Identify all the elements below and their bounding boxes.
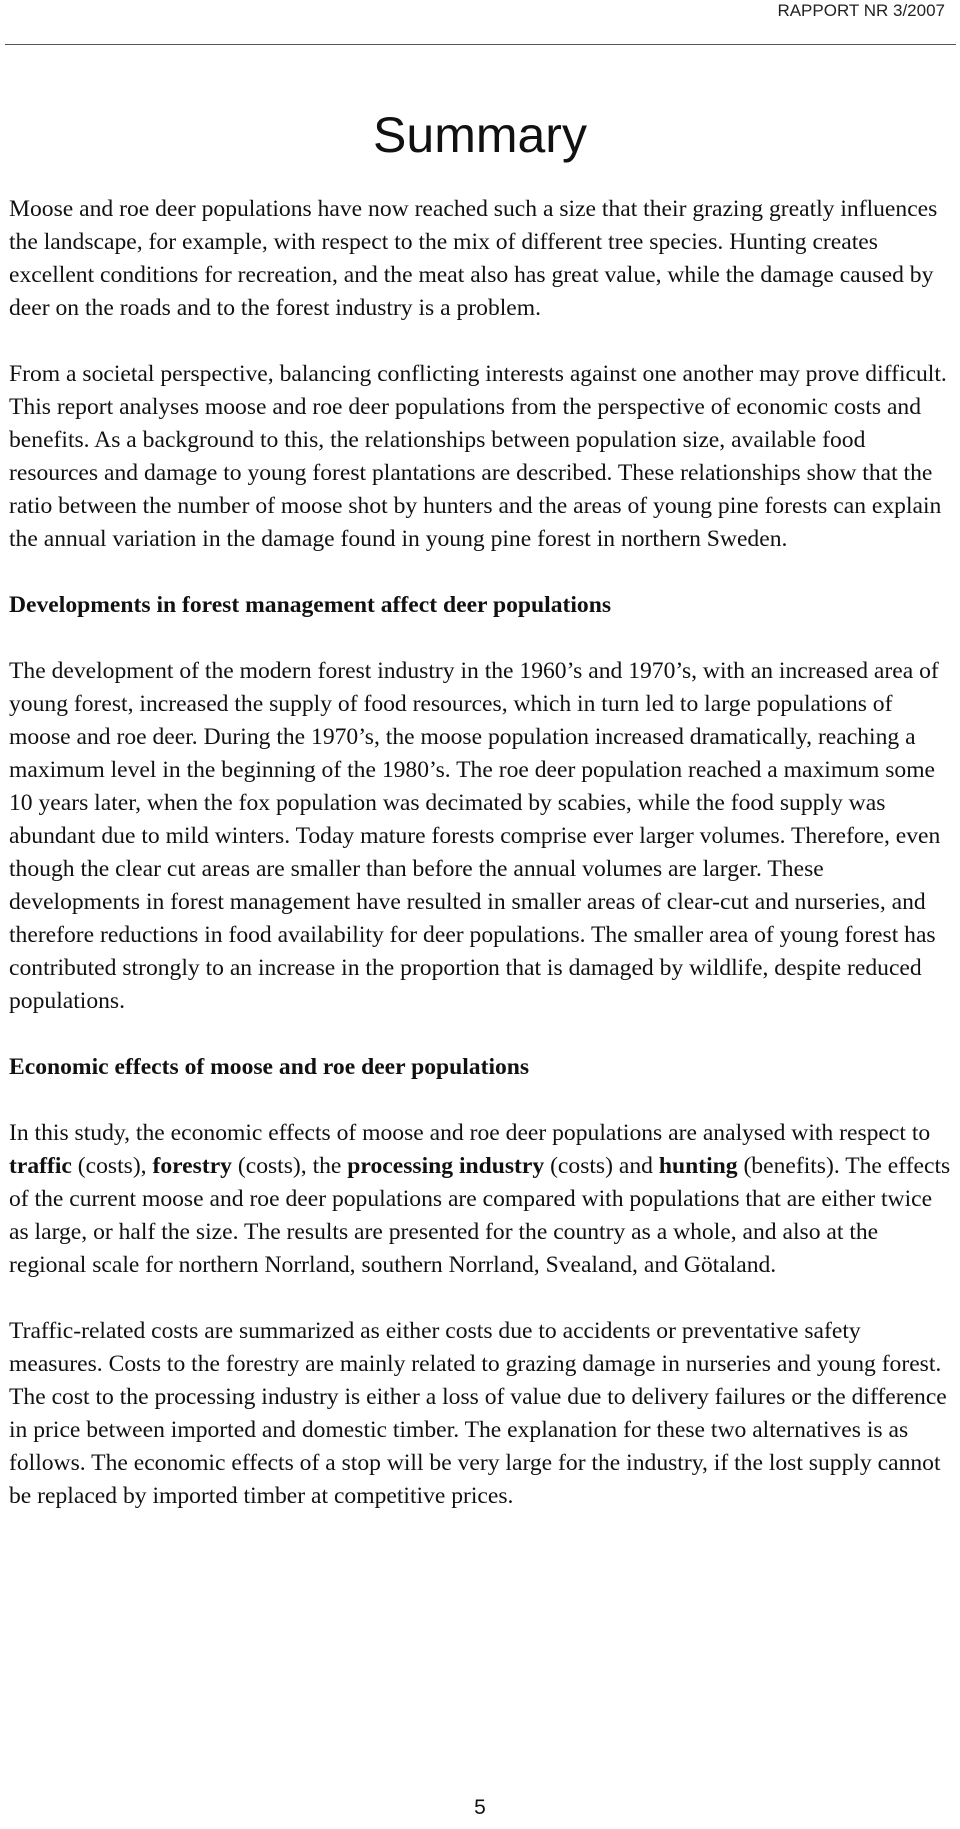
bold-term-forestry: forestry [152, 1153, 232, 1179]
bold-term-hunting: hunting [658, 1153, 738, 1179]
document-body [9, 193, 954, 1546]
text-run: In this study, the economic effects of moose and roe deer populations are analysed with respect to [9, 1120, 931, 1146]
text-run: (costs) and [544, 1153, 659, 1179]
section-heading-economic-effects: Economic effects of moose and roe deer populations [9, 1054, 530, 1080]
text-run: (costs), the [231, 1153, 348, 1179]
bold-term-processing-industry: processing industry [347, 1153, 545, 1179]
running-header: RAPPORT NR 3/2007 [777, 1, 945, 20]
page-number: 5 [474, 1796, 486, 1819]
section-heading-forest-management: Developments in forest management affect deer populations [9, 592, 612, 618]
bold-term-traffic: traffic [9, 1153, 72, 1179]
text-run: (costs), [71, 1153, 153, 1179]
header-divider [5, 44, 956, 45]
paragraph-cost-categories: Traffic-related costs are summarized as either costs due to accidents or preventative safety measures. Costs to the forestry are mainly related to grazing damage in nurseries and young forest. The cost to the processing industry is either a loss of value due to delivery failures or the difference in price between imported and domestic timber. The explanation for these two alternatives is as follows. The economic effects of a stop will be very large for the industry, if the lost supply cannot be replaced by imported timber at competitive prices. [9, 1318, 947, 1509]
text-run: (benefits). The effects of the current moose and roe deer populations are compared with populations that are either twice as large, or half the size. The results are presented for the country as a whole, and also at the regional scale for northern Norrland, southern Norrland, Svealand, and Götaland. [9, 1153, 951, 1278]
paragraph-forest-management: The development of the modern forest industry in the 1960’s and 1970’s, with an increased area of young forest, increased the supply of food resources, which in turn led to large populations of moose and roe deer. During the 1970’s, the moose population increased dramatically, reaching a maximum level in the beginning of the 1980’s. The roe deer population reached a maximum some 10 years later, when the fox population was decimated by scabies, while the food supply was abundant due to mild winters. Today mature forests comprise ever larger volumes. Therefore, even though the clear cut areas are smaller than before the annual volumes are larger. These developments in forest management have resulted in smaller areas of clear-cut and nurseries, and therefore reductions in food availability for deer populations. The smaller area of young forest has contributed strongly to an increase in the proportion that is damaged by wildlife, despite reduced populations. [9, 658, 941, 1014]
paragraph-intro: Moose and roe deer populations have now reached such a size that their grazing greatly influences the landscape, for example, with respect to the mix of different tree species. Hunting creates excellent conditions for recreation, and the meat also has great value, while the damage caused by deer on the roads and to the forest industry is a problem. [9, 196, 938, 321]
paragraph-economic-effects [9, 1117, 954, 1282]
page-title: Summary [373, 107, 587, 163]
paragraph-societal-perspective: From a societal perspective, balancing conflicting interests against one another may prove difficult. This report analyses moose and roe deer populations from the perspective of economic costs and benefits. As a background to this, the relationships between population size, available food resources and damage to young forest plantations are described. These relationships show that the ratio between the number of moose shot by hunters and the areas of young pine forests can explain the annual variation in the damage found in young pine forest in northern Sweden. [9, 361, 947, 552]
